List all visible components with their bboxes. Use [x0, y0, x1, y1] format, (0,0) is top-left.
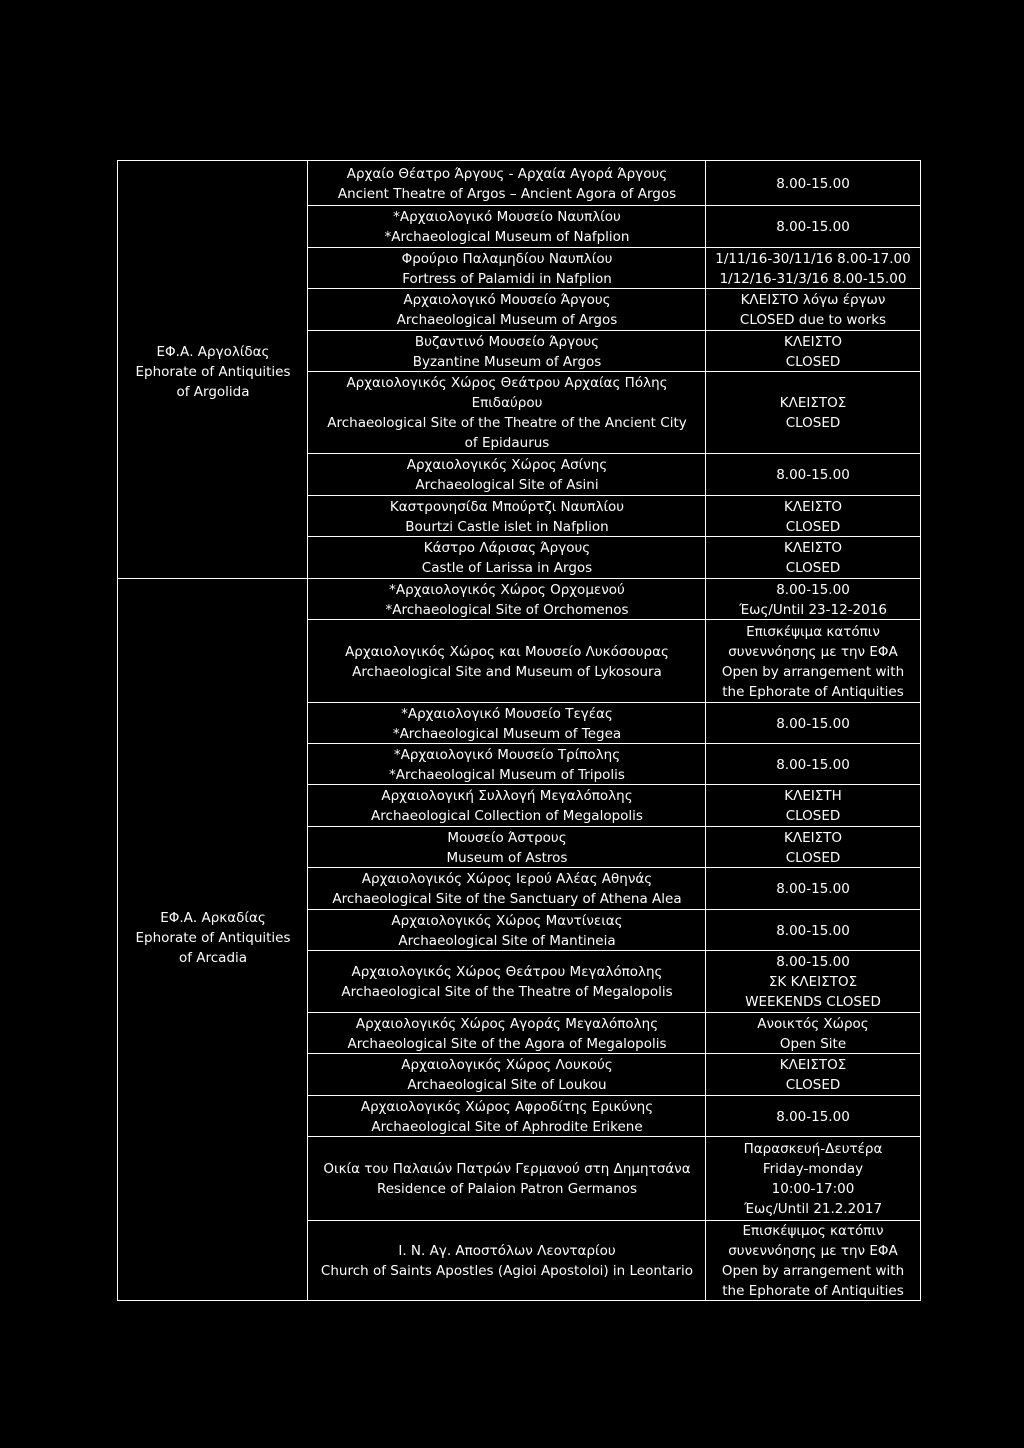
hours-line: 8.00-15.00 — [776, 175, 850, 192]
hours-line: Επισκέψιμος κατόπιν — [742, 1223, 884, 1239]
hours-cell — [706, 910, 920, 951]
site-name-line: Archaeological Site of Mantineia — [398, 932, 616, 949]
site-name-line: Κάστρο Λάρισας Άργους — [423, 540, 591, 556]
hours-line: CLOSED — [785, 808, 841, 824]
site-cell — [308, 248, 706, 289]
hours-line: CLOSED due to works — [739, 312, 887, 328]
site-cell — [308, 161, 706, 206]
hours-line: 10:00-17:00 — [771, 1181, 855, 1197]
hours-line: ΚΛΕΙΣΤΟΣ — [779, 395, 847, 411]
site-name-line: of Epidaurus — [464, 435, 550, 451]
hours-line: Friday-monday — [762, 1161, 864, 1177]
site-cell — [308, 206, 706, 248]
hours-line: 8.00-15.00 — [776, 922, 850, 939]
hours-line: Open Site — [779, 1035, 847, 1052]
site-cell — [308, 372, 706, 454]
site-name-line: Archaeological Site of the Theatre of the Ancient City — [327, 415, 687, 431]
site-name-line: Archaeological Museum of Argos — [396, 312, 618, 328]
site-cell — [308, 1096, 706, 1137]
site-name-line: Fortress of Palamidi in Nafplion — [402, 270, 612, 287]
hours-line: Έως/Until 23-12-2016 — [739, 601, 887, 618]
hours-cell — [706, 951, 920, 1013]
site-name-line: Archaeological Collection of Megalopolis — [371, 808, 643, 824]
site-cell — [308, 785, 706, 827]
site-name-line: Ι. Ν. Αγ. Αποστόλων Λεονταρίου — [398, 1243, 616, 1259]
hours-line: ΚΛΕΙΣΤΗ — [784, 788, 842, 804]
hours-cell — [706, 1054, 920, 1096]
site-cell — [308, 454, 706, 496]
hours-line: WEEKENDS CLOSED — [745, 994, 881, 1010]
hours-line: ΚΛΕΙΣΤΟΣ — [779, 1057, 847, 1073]
hours-cell — [706, 1013, 920, 1054]
site-name-line: Βυζαντινό Μουσείο Άργους — [414, 333, 600, 350]
ephorate-arcadia — [118, 908, 308, 968]
site-name-line: Archaeological Site of the Sanctuary of Athena Alea — [332, 891, 682, 907]
site-name-line: Αρχαιολογικός Χώρος Αφροδίτης Ερικύνης — [360, 1098, 654, 1115]
site-name-line: Castle of Larissa in Argos — [421, 560, 593, 576]
site-cell — [308, 703, 706, 744]
site-name-line: Residence of Palaion Patron Germanos — [376, 1181, 638, 1197]
hours-cell — [706, 1137, 920, 1221]
hours-line: 1/12/16-31/3/16 8.00-15.00 — [719, 270, 907, 287]
hours-cell — [706, 1096, 920, 1137]
hours-line: Open by arrangement with — [721, 663, 905, 680]
site-name-line: Αρχαιολογικός Χώρος και Μουσείο Λυκόσουρας — [345, 643, 669, 660]
hours-line: 1/11/16-30/11/16 8.00-17.00 — [715, 250, 911, 267]
site-name-line: *Αρχαιολογικό Μουσείο Ναυπλίου — [393, 209, 621, 225]
ephorate-divider — [118, 578, 308, 579]
hours-cell — [706, 537, 920, 579]
hours-cell — [706, 454, 920, 496]
hours-line: συνεννόησης με την ΕΦΑ — [728, 1243, 898, 1259]
hours-cell — [706, 868, 920, 910]
site-cell — [308, 331, 706, 372]
hours-line: Ανοικτός Χώρος — [757, 1015, 869, 1032]
site-cell — [308, 579, 706, 620]
hours-cell — [706, 372, 920, 454]
site-name-line: *Archaeological Museum of Tegea — [392, 725, 622, 742]
hours-line: CLOSED — [785, 560, 841, 576]
site-name-line: *Αρχαιολογικό Μουσείο Τεγέας — [401, 705, 613, 722]
site-name-line: Ancient Theatre of Argos – Ancient Agora of Argos — [337, 185, 677, 202]
hours-line: 8.00-15.00 — [776, 715, 850, 732]
hours-cell — [706, 620, 920, 703]
site-name-line: Archaeological Site of Loukou — [407, 1077, 607, 1093]
ephorate-name-en: of Arcadia — [178, 950, 248, 966]
site-name-line: Επιδαύρου — [471, 395, 543, 411]
hours-cell — [706, 579, 920, 620]
site-cell — [308, 537, 706, 579]
hours-cell — [706, 1221, 920, 1301]
hours-cell — [706, 496, 920, 537]
hours-line: CLOSED — [785, 415, 841, 431]
hours-line: Επισκέψιμα κατόπιν — [746, 623, 880, 640]
hours-line: ΚΛΕΙΣΤΟ λόγω έργων — [740, 292, 886, 308]
site-name-line: Αρχαιολογικός Χώρος Αγοράς Μεγαλόπολης — [355, 1015, 659, 1032]
site-cell — [308, 951, 706, 1013]
site-cell — [308, 1137, 706, 1221]
site-cell — [308, 827, 706, 868]
site-name-line: Byzantine Museum of Argos — [412, 353, 602, 370]
site-name-line: *Archaeological Site of Orchomenos — [385, 601, 629, 618]
hours-line: the Ephorate of Antiquities — [722, 683, 904, 700]
hours-line: 8.00-15.00 — [776, 954, 850, 970]
hours-line: 8.00-15.00 — [776, 881, 850, 897]
site-name-line: Αρχαιολογικός Χώρος Θεάτρου Μεγαλόπολης — [351, 964, 663, 980]
hours-line: CLOSED — [785, 353, 841, 370]
hours-line: ΚΛΕΙΣΤΟ — [783, 498, 842, 515]
site-name-line: Archaeological Site of the Agora of Megalopolis — [347, 1035, 667, 1052]
site-name-line: Φρούριο Παλαμηδίου Ναυπλίου — [401, 250, 613, 267]
site-name-line: *Αρχαιολογικό Μουσείο Τρίπολης — [393, 746, 621, 763]
site-name-line: Αρχαίο Θέατρο Άργους - Αρχαία Αγορά Άργους — [346, 165, 668, 182]
hours-cell — [706, 206, 920, 248]
hours-line: 8.00-15.00 — [776, 467, 850, 483]
hours-line: συνεννόησης με την ΕΦΑ — [728, 643, 898, 660]
hours-line: the Ephorate of Antiquities — [722, 1283, 904, 1299]
site-name-line: Αρχαιολογικός Χώρος Μαντίνειας — [391, 912, 623, 929]
hours-line: CLOSED — [785, 518, 841, 535]
site-cell — [308, 868, 706, 910]
site-name-line: Archaeological Site of Asini — [415, 477, 599, 493]
hours-line: 8.00-15.00 — [776, 219, 850, 235]
site-name-line: Bourtzi Castle islet in Nafplion — [405, 518, 609, 535]
site-name-line: *Archaeological Museum of Nafplion — [384, 229, 630, 245]
hours-line: 8.00-15.00 — [776, 756, 850, 773]
site-name-line: Αρχαιολογικό Μουσείο Άργους — [403, 292, 611, 308]
hours-line: ΣΚ ΚΛΕΙΣΤΟΣ — [768, 974, 858, 990]
hours-line: ΚΛΕΙΣΤΟ — [783, 333, 842, 350]
ephorate-name-en: Ephorate of Antiquities — [135, 364, 291, 380]
hours-line: 8.00-15.00 — [776, 581, 850, 598]
ephorate-name-gr: ΕΦ.Α. Αργολίδας — [156, 344, 270, 360]
site-name-line: Αρχαιολογικός Χώρος Θεάτρου Αρχαίας Πόλης — [346, 375, 668, 391]
site-name-line: Αρχαιολογικός Χώρος Λουκούς — [401, 1057, 613, 1073]
hours-line: Έως/Until 21.2.2017 — [743, 1201, 883, 1217]
museum-hours-table — [117, 160, 921, 1301]
ephorate-name-en: Ephorate of Antiquities — [135, 930, 291, 946]
site-cell — [308, 1054, 706, 1096]
site-name-line: Archaeological Site and Museum of Lykosoura — [352, 663, 662, 680]
hours-cell — [706, 248, 920, 289]
hours-cell — [706, 785, 920, 827]
hours-line: ΚΛΕΙΣΤΟ — [783, 829, 842, 846]
site-name-line: Αρχαιολογικός Χώρος Ασίνης — [406, 457, 608, 473]
site-name-line: Αρχαιολογικός Χώρος Ιερού Αλέας Αθηνάς — [361, 871, 653, 887]
hours-cell — [706, 744, 920, 785]
site-name-line: Οικία του Παλαιών Πατρών Γερμανού στη Δημητσάνα — [323, 1161, 691, 1177]
site-cell — [308, 744, 706, 785]
hours-cell — [706, 161, 920, 206]
hours-cell — [706, 331, 920, 372]
site-name-line: Archaeological Site of the Theatre of Megalopolis — [341, 984, 673, 1000]
ephorate-name-gr: ΕΦ.Α. Αρκαδίας — [160, 910, 266, 926]
site-name-line: Αρχαιολογική Συλλογή Μεγαλόπολης — [381, 788, 633, 804]
site-name-line: *Archaeological Museum of Tripolis — [389, 766, 625, 783]
site-cell — [308, 1221, 706, 1301]
site-name-line: Μουσείο Άστρους — [447, 829, 567, 846]
site-cell — [308, 496, 706, 537]
site-cell — [308, 910, 706, 951]
hours-line: ΚΛΕΙΣΤΟ — [783, 540, 842, 556]
site-cell — [308, 620, 706, 703]
hours-cell — [706, 827, 920, 868]
site-cell — [308, 1013, 706, 1054]
hours-line: Παρασκευή-Δευτέρα — [743, 1141, 883, 1157]
ephorate-name-en: of Argolida — [176, 384, 250, 400]
hours-cell — [706, 289, 920, 331]
hours-cell — [706, 703, 920, 744]
site-name-line: Καστρονησίδα Μπούρτζι Ναυπλίου — [389, 498, 625, 515]
site-name-line: Church of Saints Apostles (Agioi Apostoloi) in Leontario — [320, 1263, 694, 1279]
hours-line: CLOSED — [785, 1077, 841, 1093]
hours-line: 8.00-15.00 — [776, 1108, 850, 1125]
ephorate-argolida — [118, 342, 308, 402]
hours-line: Open by arrangement with — [721, 1263, 905, 1279]
site-cell — [308, 289, 706, 331]
site-name-line: Museum of Astros — [446, 849, 568, 866]
hours-line: CLOSED — [785, 849, 841, 866]
site-name-line: Archaeological Site of Aphrodite Erikene — [371, 1118, 643, 1135]
site-name-line: *Αρχαιολογικός Χώρος Ορχομενού — [389, 581, 625, 598]
